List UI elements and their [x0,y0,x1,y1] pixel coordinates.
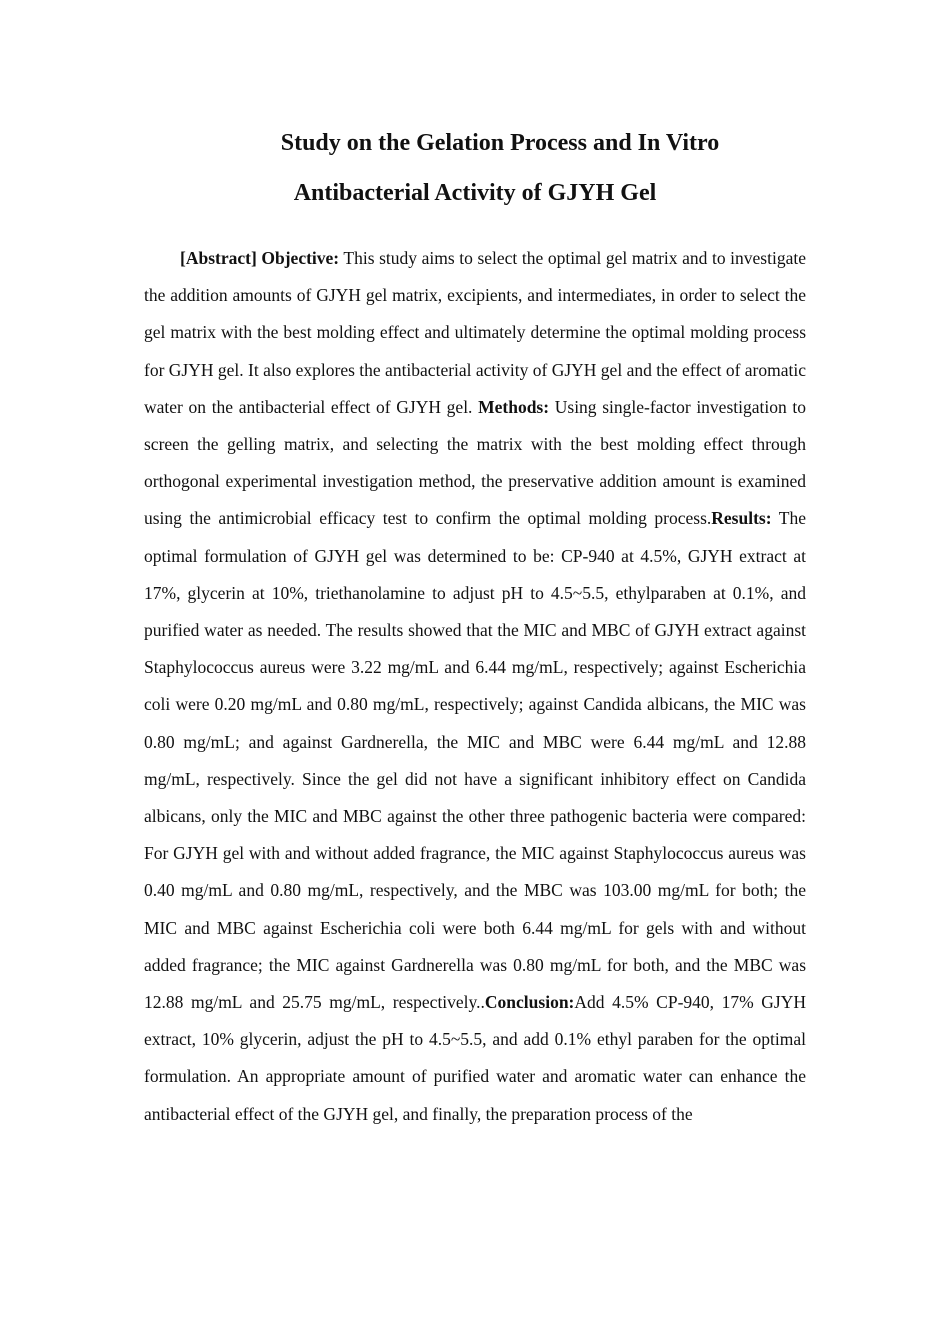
title-line-1: Study on the Gelation Process and In Vitro [280,130,720,156]
conclusion-label: Conclusion: [484,992,575,1013]
title-line-2: Antibacterial Activity of GJYH Gel [293,180,657,206]
objective-text: This study aims to select the optimal gel matrix and to investigate the addition amounts of GJYH gel matrix, excipients, and intermediates, in order to select the gel matrix with the best molding effect and ultimately determine the optimal molding process for GJYH gel. It also explores the antibacterial activity of GJYH gel and the effect of aromatic water on the antibacterial effect of GJYH gel. [144,248,807,417]
paper-title [0,118,950,218]
abstract-paragraph [144,240,806,1133]
methods-text: Using single-factor investigation to screen the gelling matrix, and selecting the matrix with the best molding effect through orthogonal experimental investigation method, the preservative addition amount is examined using the antimicrobial efficacy test to confirm the optimal molding process. [144,396,806,529]
results-label: Results: [711,508,772,529]
objective-label: Objective: [261,248,340,268]
results-text: The optimal formulation of GJYH gel was determined to be: CP-940 at 4.5%, GJYH extract at 17%, glycerin at 10%, triethanolamine to adjust pH to 4.5~5.5, ethylparaben at 0.1%, and purified water as needed. The results showed that the MIC and MBC of GJYH extract against Staphylococcus aureus were 3.22 mg/mL and 6.44 mg/mL, respectively; against Escherichia coli were 0.20 mg/mL and 0.80 mg/mL, respectively; against Candida albicans, the MIC was 0.80 mg/mL; and against Gardnerella, the MIC and MBC were 6.44 mg/mL and 12.88 mg/mL, respectively. Since the gel did not have a significant inhibitory effect on Candida albicans, only the MIC and MBC against the other three pathogenic bacteria were compared: For GJYH gel with and without added fragrance, the MIC against Staphylococcus aureus was 0.40 mg/mL and 0.80 mg/mL, respectively, and the MBC was 103.00 mg/mL for both; the MIC and MBC against Escherichia coli were both 6.44 mg/mL for gels with and without added fragrance; the MIC against Gardnerella was 0.80 mg/mL for both, and the MBC was 12.88 mg/mL and 25.75 mg/mL, respectively.. [144,508,806,1013]
conclusion-text: Add 4.5% CP-940, 17% GJYH extract, 10% glycerin, adjust the pH to 4.5~5.5, and add 0.1% ethyl paraben for the optimal formulation. An appropriate amount of purified water and aromatic water can enhance the antibacterial effect of the GJYH gel, and finally, the preparation process of the [144,992,807,1124]
methods-label: Methods: [478,396,550,417]
abstract-label: [Abstract] [180,248,257,268]
